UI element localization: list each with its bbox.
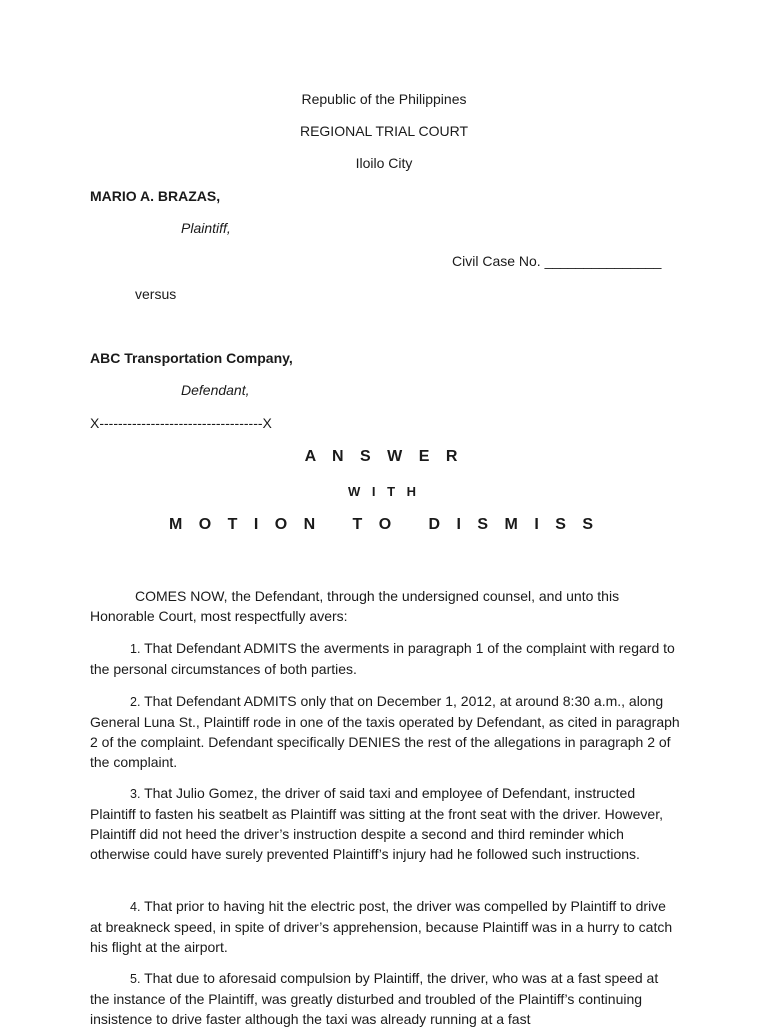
numbered-paragraph-1	[90, 638, 680, 679]
numbered-paragraph-5	[90, 968, 680, 1029]
paragraph-number: 5.	[130, 972, 141, 986]
defendant-role: Defendant,	[181, 382, 250, 398]
title-answer: A N S W E R	[304, 448, 464, 465]
plaintiff-name: MARIO A. BRAZAS,	[90, 188, 221, 204]
paragraph-number: 3.	[130, 787, 141, 801]
paragraph-text: That Julio Gomez, the driver of said taxi and employee of Defendant, instructed Plaintiff to fasten his seatbelt as Plaintiff was sitting at the front seat with the driver. However, Plaintiff did not heed the driver’s instruction despite a second and third reminder which otherwise could have surely prevented Plaintiff’s injury had he followed such instructions.	[90, 785, 664, 862]
intro-paragraph: COMES NOW, the Defendant, through the undersigned counsel, and unto this Honorable Court, most respectfully avers:	[90, 588, 620, 624]
versus-label: versus	[135, 286, 177, 302]
plaintiff-role: Plaintiff,	[181, 220, 231, 236]
title-motion-to-dismiss: M O T I O N T O D I S M I S S	[168, 516, 599, 533]
paragraph-text: That Defendant ADMITS only that on December 1, 2012, at around 8:30 a.m., along General Luna St., Plaintiff rode in one of the taxis operated by Defendant, as cited in paragraph 2 of the complaint. Defendant specifically DENIES the rest of the allegations in paragraph 2 of the complaint.	[90, 693, 680, 770]
numbered-paragraph-2	[90, 691, 680, 772]
civil-case-number: Civil Case No. _______________	[452, 253, 662, 269]
republic-heading: Republic of the Philippines	[301, 91, 467, 107]
paragraph-number: 4.	[130, 900, 141, 914]
paragraph-text: That prior to having hit the electric post, the driver was compelled by Plaintiff to drive at breakneck speed, in spite of driver’s apprehension, because Plaintiff was in a hurry to catch his flight at the airport.	[90, 898, 673, 955]
paragraph-number: 2.	[130, 695, 141, 709]
court-heading: REGIONAL TRIAL COURT	[299, 123, 469, 139]
caption-separator: X-----------------------------------X	[90, 415, 272, 431]
title-with: W I T H	[347, 484, 421, 499]
defendant-name: ABC Transportation Company,	[90, 350, 293, 366]
city-heading: Iloilo City	[355, 155, 413, 171]
numbered-paragraph-3	[90, 783, 680, 864]
paragraph-number: 1.	[130, 642, 141, 656]
paragraph-text: That Defendant ADMITS the averments in paragraph 1 of the complaint with regard to the personal circumstances of both parties.	[90, 640, 675, 677]
numbered-paragraph-4	[90, 896, 680, 957]
paragraph-text: That due to aforesaid compulsion by Plaintiff, the driver, who was at a fast speed at the instance of the Plaintiff, was greatly disturbed and troubled of the Plaintiff’s continuing insistence to drive faster although the taxi was already running at a fast	[90, 970, 659, 1027]
